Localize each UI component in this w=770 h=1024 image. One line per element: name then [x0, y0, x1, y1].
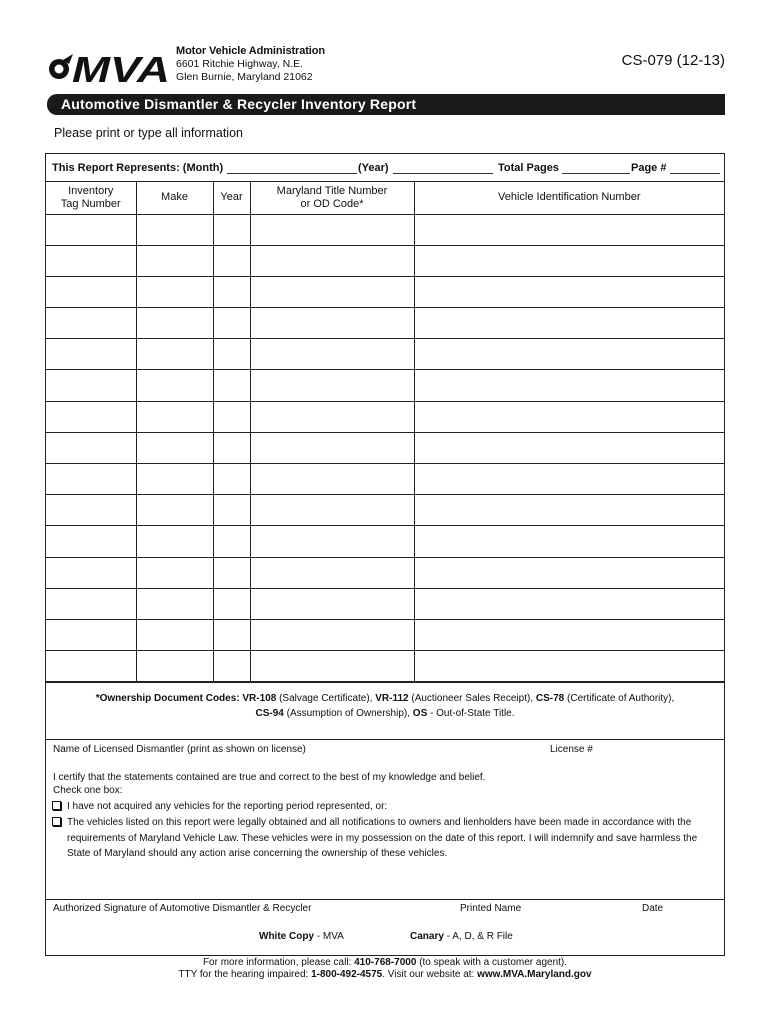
code-vr112-desc: (Auctioneer Sales Receipt), — [411, 693, 534, 704]
code-cs94: CS-94 — [255, 708, 284, 719]
signature-section — [46, 900, 724, 955]
make-cell[interactable] — [136, 214, 213, 245]
canary-copy-dest: - A, D, & R File — [446, 931, 513, 942]
agency-address — [176, 45, 325, 84]
code-cs94-desc: (Assumption of Ownership), — [286, 708, 411, 719]
table-row — [46, 464, 724, 495]
ownership-codes — [46, 685, 724, 740]
vin-cell[interactable] — [414, 495, 724, 526]
table-row — [46, 526, 724, 557]
form-number: CS-079 (12-13) — [621, 52, 725, 69]
agency-name: Motor Vehicle Administration — [176, 45, 325, 57]
table-row — [46, 245, 724, 276]
year-cell[interactable] — [213, 276, 250, 307]
code-os-desc: - Out-of-State Title. — [430, 708, 515, 719]
make-cell[interactable] — [136, 464, 213, 495]
form-body — [45, 153, 725, 956]
title-number-cell[interactable] — [250, 214, 414, 245]
vehicles-obtained-checkbox[interactable] — [52, 817, 61, 826]
tag-number-cell[interactable] — [46, 651, 136, 682]
page-number-label: Page # — [631, 162, 667, 174]
year-cell[interactable] — [213, 651, 250, 682]
year-cell[interactable] — [213, 619, 250, 650]
footer-line-1 — [0, 957, 770, 969]
year-cell[interactable] — [213, 557, 250, 588]
title-number-cell[interactable] — [250, 464, 414, 495]
white-copy-note — [259, 931, 344, 942]
tag-number-cell[interactable] — [46, 432, 136, 463]
printed-name-label: Printed Name — [460, 903, 522, 914]
vin-cell[interactable] — [414, 370, 724, 401]
signature-label: Authorized Signature of Automotive Dismantler & Recycler — [53, 903, 312, 914]
table-row — [46, 619, 724, 650]
month-label: This Report Represents: (Month) — [52, 162, 224, 174]
make-cell[interactable] — [136, 526, 213, 557]
tag-number-cell[interactable] — [46, 401, 136, 432]
table-row — [46, 401, 724, 432]
code-vr108: VR-108 — [242, 693, 277, 704]
table-row — [46, 557, 724, 588]
no-vehicles-checkbox[interactable] — [52, 801, 61, 810]
year-cell[interactable] — [213, 245, 250, 276]
make-cell[interactable] — [136, 619, 213, 650]
vin-cell[interactable] — [414, 432, 724, 463]
report-period-row — [46, 154, 724, 182]
make-cell[interactable] — [136, 432, 213, 463]
year-cell[interactable] — [213, 401, 250, 432]
table-header-row — [46, 182, 724, 214]
vin-cell[interactable] — [414, 557, 724, 588]
tag-number-cell[interactable] — [46, 276, 136, 307]
make-cell[interactable] — [136, 370, 213, 401]
tag-number-cell[interactable] — [46, 619, 136, 650]
make-cell[interactable] — [136, 339, 213, 370]
code-vr112: VR-112 — [375, 693, 409, 704]
year-cell[interactable] — [213, 495, 250, 526]
tag-number-cell[interactable] — [46, 370, 136, 401]
date-label: Date — [642, 903, 664, 914]
tag-number-cell[interactable] — [46, 245, 136, 276]
tag-number-cell[interactable] — [46, 557, 136, 588]
logo-text: MVA — [72, 49, 170, 86]
make-cell[interactable] — [136, 557, 213, 588]
table-row — [46, 495, 724, 526]
address-line-1: 6601 Ritchie Highway, N.E. — [176, 58, 304, 70]
year-cell[interactable] — [213, 588, 250, 619]
col-header-year: Year — [213, 182, 250, 214]
certification-section — [46, 740, 724, 900]
tag-number-cell[interactable] — [46, 526, 136, 557]
title-number-cell[interactable] — [250, 432, 414, 463]
vin-cell[interactable] — [414, 245, 724, 276]
vin-cell[interactable] — [414, 401, 724, 432]
year-field[interactable] — [393, 173, 493, 174]
tag-number-cell[interactable] — [46, 339, 136, 370]
tag-number-cell[interactable] — [46, 588, 136, 619]
address-line-2: Glen Burnie, Maryland 21062 — [176, 71, 313, 83]
form-title: Automotive Dismantler & Recycler Inventory Report — [47, 94, 725, 115]
tag-number-cell[interactable] — [46, 464, 136, 495]
certification-statement — [53, 771, 485, 797]
table-row — [46, 308, 724, 339]
table-row — [46, 276, 724, 307]
code-vr108-desc: (Salvage Certificate), — [279, 693, 373, 704]
year-cell[interactable] — [213, 370, 250, 401]
footer-tty-text: TTY for the hearing impaired: — [178, 969, 309, 980]
table-row — [46, 588, 724, 619]
make-cell[interactable] — [136, 588, 213, 619]
vin-cell[interactable] — [414, 651, 724, 682]
title-number-cell[interactable] — [250, 245, 414, 276]
year-cell[interactable] — [213, 526, 250, 557]
make-cell[interactable] — [136, 245, 213, 276]
make-cell[interactable] — [136, 276, 213, 307]
vin-cell[interactable] — [414, 619, 724, 650]
footer-line-2 — [0, 969, 770, 981]
col-header-tag-number: Inventory Tag Number — [46, 182, 136, 214]
title-number-cell[interactable] — [250, 401, 414, 432]
table-row — [46, 432, 724, 463]
total-pages-label: Total Pages — [498, 162, 559, 174]
make-cell[interactable] — [136, 308, 213, 339]
year-cell[interactable] — [213, 432, 250, 463]
license-number-label: License # — [550, 744, 593, 755]
tag-number-cell[interactable] — [46, 214, 136, 245]
instructions: Please print or type all information — [54, 126, 243, 140]
month-field[interactable] — [227, 173, 357, 174]
year-cell[interactable] — [213, 214, 250, 245]
vin-cell[interactable] — [414, 526, 724, 557]
title-number-cell[interactable] — [250, 588, 414, 619]
year-cell[interactable] — [213, 464, 250, 495]
canary-copy-label: Canary — [410, 931, 444, 942]
year-cell[interactable] — [213, 308, 250, 339]
make-cell[interactable] — [136, 495, 213, 526]
title-number-cell[interactable] — [250, 276, 414, 307]
no-vehicles-text: I have not acquired any vehicles for the reporting period represented, or: — [67, 801, 388, 812]
codes-intro: *Ownership Document Codes: — [95, 693, 240, 704]
option-no-vehicles — [52, 799, 717, 815]
canary-copy-note — [410, 931, 513, 942]
title-number-cell[interactable] — [250, 339, 414, 370]
footer — [0, 957, 770, 981]
tag-number-cell[interactable] — [46, 495, 136, 526]
title-number-cell[interactable] — [250, 495, 414, 526]
table-row — [46, 214, 724, 245]
white-copy-label: White Copy — [259, 931, 314, 942]
footer-agent-text: (to speak with a customer agent). — [419, 957, 568, 968]
form-header — [47, 44, 727, 90]
table-row — [46, 339, 724, 370]
vin-cell[interactable] — [414, 588, 724, 619]
option-vehicles-obtained — [52, 815, 717, 862]
title-number-cell[interactable] — [250, 308, 414, 339]
vin-cell[interactable] — [414, 464, 724, 495]
statement-line-2: Check one box: — [53, 785, 123, 796]
code-cs78-desc: (Certificate of Authority), — [567, 693, 675, 704]
col-header-title-number: Maryland Title Number or OD Code* — [250, 182, 414, 214]
page-number-field[interactable] — [670, 173, 720, 174]
tag-number-cell[interactable] — [46, 308, 136, 339]
year-label: (Year) — [358, 162, 389, 174]
total-pages-field[interactable] — [562, 173, 630, 174]
mva-logo — [47, 48, 171, 86]
website-link[interactable]: www.MVA.Maryland.gov — [477, 969, 592, 980]
inventory-table — [46, 182, 724, 683]
title-number-cell[interactable] — [250, 651, 414, 682]
make-cell[interactable] — [136, 401, 213, 432]
tty-number[interactable]: 1-800-492-4575 — [311, 969, 383, 980]
title-number-cell[interactable] — [250, 370, 414, 401]
title-number-cell[interactable] — [250, 557, 414, 588]
vin-cell[interactable] — [414, 339, 724, 370]
footer-call-text: For more information, please call: — [202, 957, 352, 968]
code-cs78: CS-78 — [535, 693, 565, 704]
vehicles-obtained-text: The vehicles listed on this report were legally obtained and all notifications to owners and lienholders have been made in accordance with the requirements of Maryland Vehicle Law. These vehicles were in my possession on the date of this report. I will indemnify and save harmless the State of Maryland should any action arise concerning the ownership of these vehicles. — [67, 817, 698, 859]
title-number-cell[interactable] — [250, 619, 414, 650]
title-number-cell[interactable] — [250, 526, 414, 557]
col-header-vin: Vehicle Identification Number — [414, 182, 724, 214]
dismantler-name-label: Name of Licensed Dismantler (print as shown on license) — [53, 744, 306, 755]
vin-cell[interactable] — [414, 214, 724, 245]
phone-number[interactable]: 410-768-7000 — [354, 957, 417, 968]
table-row — [46, 370, 724, 401]
table-row — [46, 651, 724, 682]
vin-cell[interactable] — [414, 276, 724, 307]
footer-website-text: . Visit our website at: — [382, 969, 475, 980]
make-cell[interactable] — [136, 651, 213, 682]
white-copy-dest: - MVA — [316, 931, 344, 942]
year-cell[interactable] — [213, 339, 250, 370]
vin-cell[interactable] — [414, 308, 724, 339]
col-header-make: Make — [136, 182, 213, 214]
code-os: OS — [412, 708, 428, 719]
statement-line-1: I certify that the statements contained are true and correct to the best of my knowledge and belief. — [53, 772, 486, 783]
